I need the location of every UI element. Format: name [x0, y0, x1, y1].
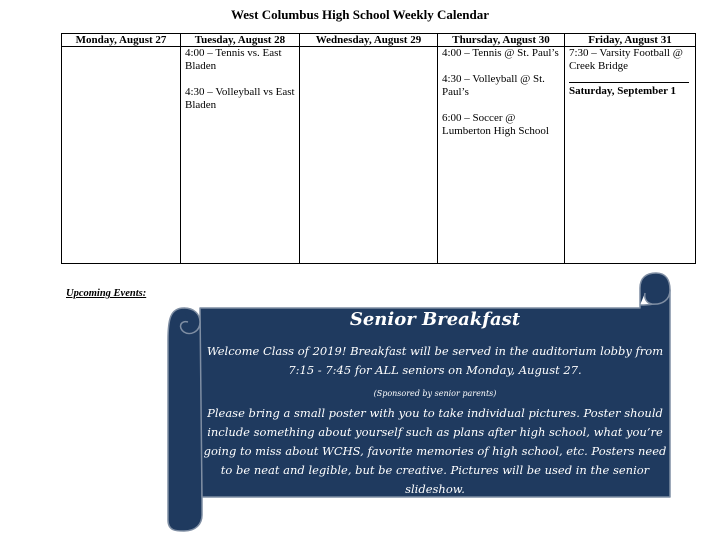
event-item: 7:30 – Varsity Football @ Creek Bridge — [569, 47, 683, 72]
day-header-monday: Monday, August 27 — [62, 34, 181, 47]
event-item: 6:00 – Soccer @ Lumberton High School — [442, 112, 549, 137]
senior-breakfast-banner — [200, 308, 670, 499]
day-header-tuesday: Tuesday, August 28 — [181, 34, 300, 47]
event-item: 4:30 – Volleyball vs East Bladen — [185, 86, 295, 111]
upcoming-events-heading: Upcoming Events: — [66, 288, 147, 299]
banner-instructions: Please bring a small poster with you to take individual pictures. Poster should include something about yourself such as plans after high school, what you’re going to miss about WCHS, favorite memories of high school, etc. Posters need to be neat and legible, but be creative. Pictures will be used in the senior slideshow. — [203, 406, 667, 496]
event-item: 4:30 – Volleyball @ St. Paul’s — [442, 73, 545, 98]
banner-sponsor-note: (Sponsored by senior parents) — [373, 389, 497, 398]
scroll-right-roll — [640, 273, 670, 305]
day-header-friday: Friday, August 31 — [565, 34, 696, 47]
day-header-wednesday: Wednesday, August 29 — [300, 34, 438, 47]
scroll-left-roll — [168, 308, 202, 531]
event-item: 4:00 – Tennis @ St. Paul’s — [442, 47, 559, 59]
event-item: 4:00 – Tennis vs. East Bladen — [185, 47, 282, 72]
banner-welcome-text: Welcome Class of 2019! Breakfast will be served in the auditorium lobby from 7:15 - 7:45 for ALL seniors on Monday, August 27. — [206, 344, 664, 377]
day-header-thursday: Thursday, August 30 — [438, 34, 565, 47]
banner-title: Senior Breakfast — [349, 309, 521, 330]
day-header-saturday: Saturday, September 1 — [569, 85, 677, 97]
calendar-title: West Columbus High School Weekly Calendar — [231, 7, 489, 22]
